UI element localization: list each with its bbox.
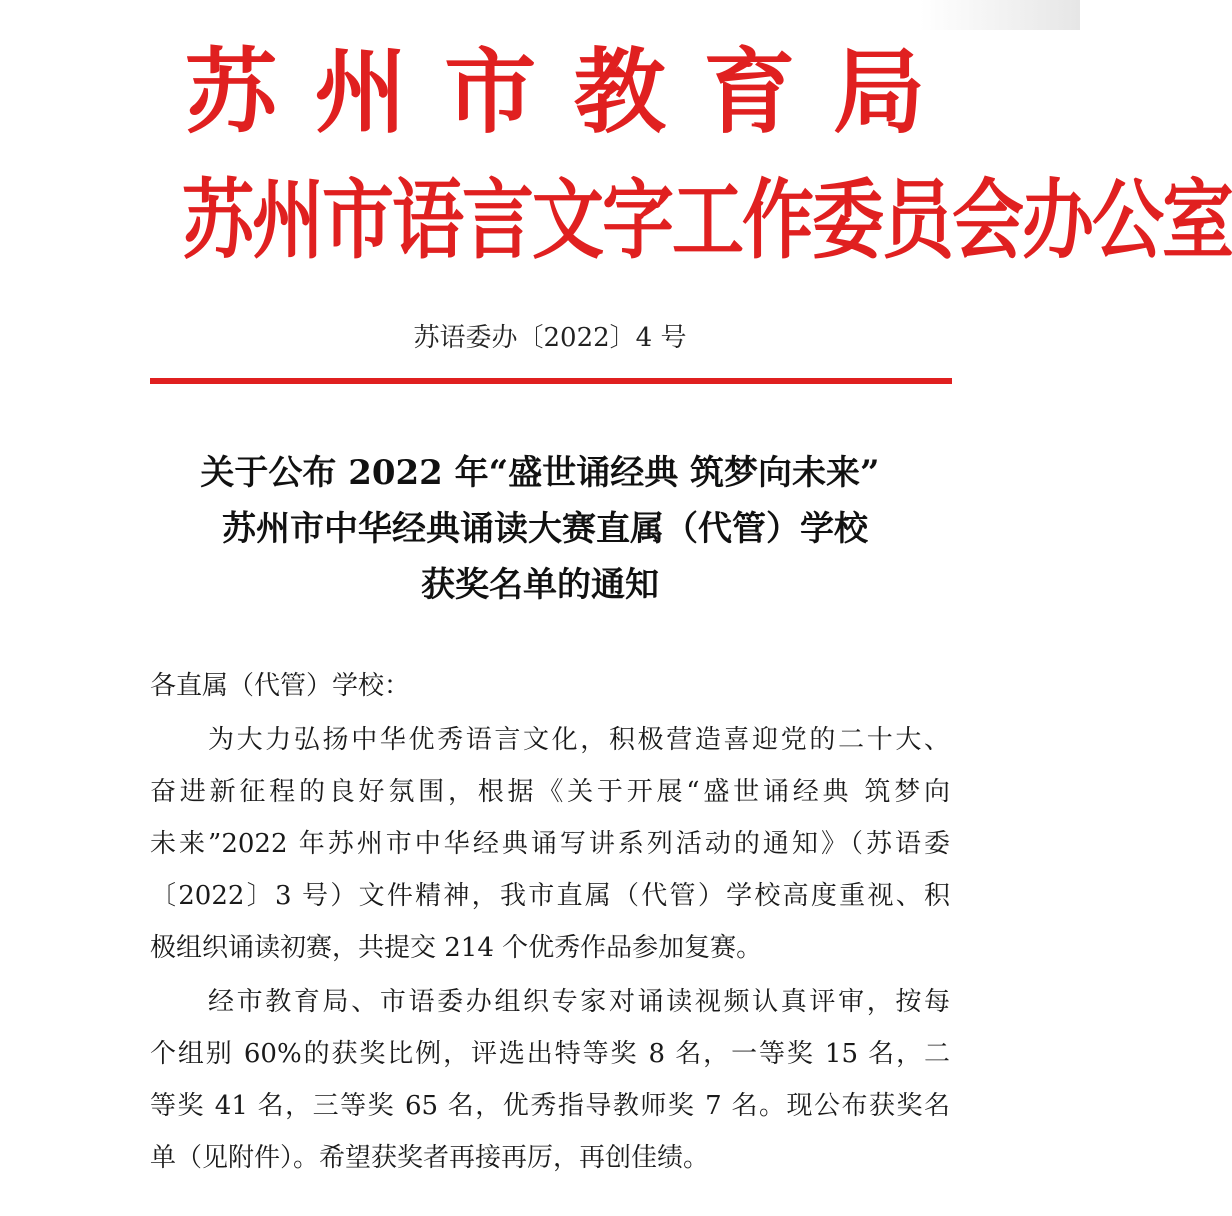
paragraph-line: 单（见附件）。希望获奖者再接再厉，再创佳绩。 [150, 1143, 710, 1173]
document-title-line-1: 关于公布 2022 年“盛世诵经典 筑梦向未来” [200, 453, 880, 493]
paragraph-line: 为大力弘扬中华优秀语言文化，积极营造喜迎党的二十大、 [208, 725, 950, 755]
paragraph-line: 等奖 41 名，三等奖 65 名，优秀指导教师奖 7 名。现公布获奖名 [150, 1091, 950, 1121]
paragraph-line: 奋进新征程的良好氛围，根据《关于开展“盛世诵经典 筑梦向 [150, 777, 950, 807]
issuer-name-education-bureau [185, 38, 925, 148]
issuer-char: 局 [832, 39, 925, 146]
issuer-name-language-committee: 苏州市语言文字工作委员会办公室 [182, 169, 1232, 271]
paragraph-line: 经市教育局、市语委办组织专家对诵读视频认真评审，按每 [208, 987, 950, 1017]
issuer-char: 苏 [185, 39, 278, 146]
paragraph-line: 未来”2022 年苏州市中华经典诵写讲系列活动的通知》（苏语委 [150, 829, 950, 859]
red-divider-rule [150, 378, 952, 384]
issuer-char: 育 [703, 39, 796, 146]
document-title-line-3: 获奖名单的通知 [421, 565, 659, 605]
document-title-line-2: 苏州市中华经典诵读大赛直属（代管）学校 [222, 509, 868, 549]
paragraph-2 [150, 976, 950, 1184]
paragraph-1 [150, 714, 950, 974]
paragraph-line: 极组织诵读初赛，共提交 214 个优秀作品参加复赛。 [150, 933, 763, 963]
salutation: 各直属（代管）学校： [150, 671, 411, 701]
issuer-char: 市 [444, 39, 537, 146]
issuer-char: 教 [573, 39, 666, 146]
paragraph-line: 个组别 60%的获奖比例，评选出特等奖 8 名，一等奖 15 名，二 [150, 1039, 950, 1069]
document-number: 苏语委办〔2022〕4 号 [413, 323, 687, 353]
paragraph-line: 〔2022〕3 号）文件精神，我市直属（代管）学校高度重视、积 [150, 881, 950, 911]
issuer-char: 州 [314, 39, 407, 146]
page-corner-shadow [920, 0, 1080, 30]
